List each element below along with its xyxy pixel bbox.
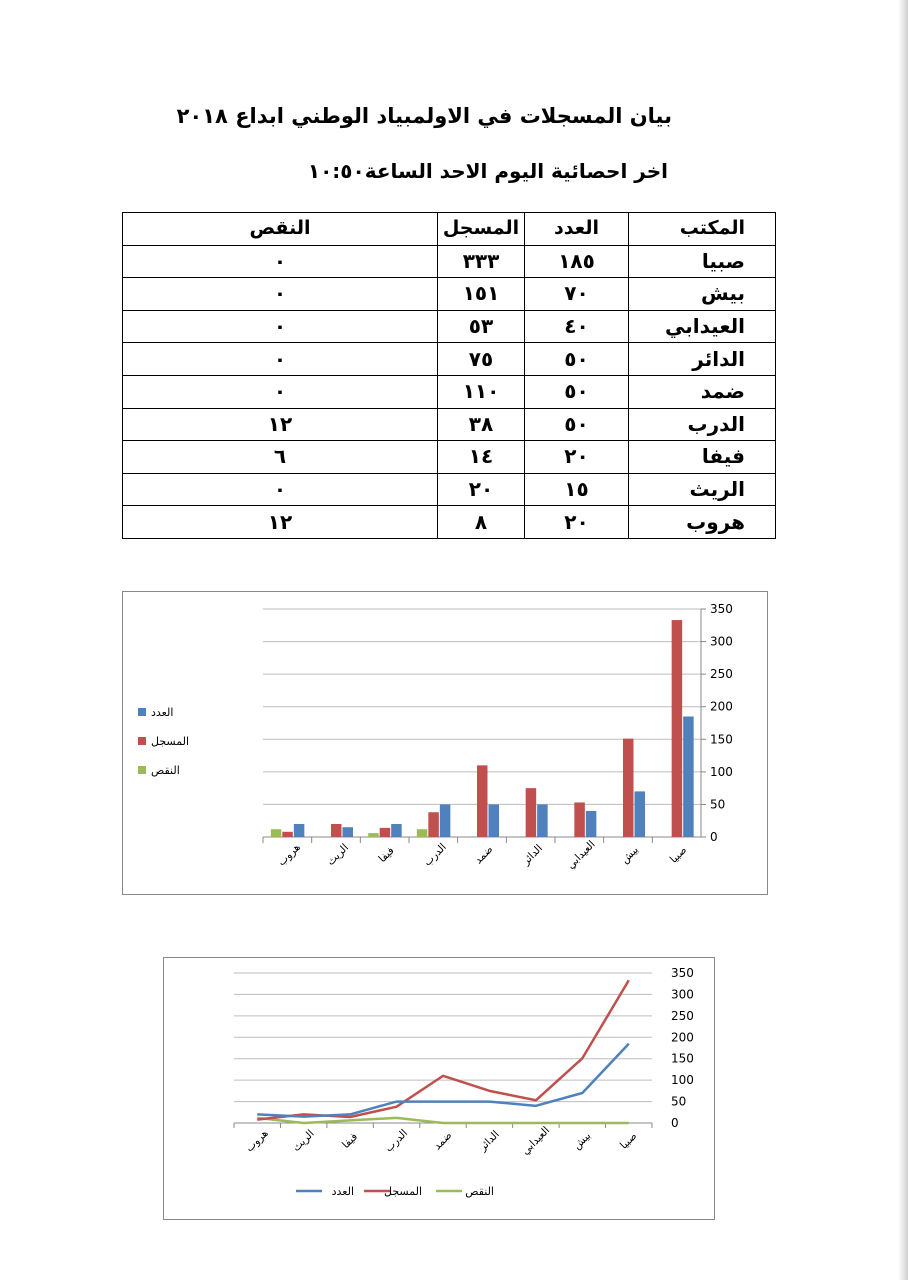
bar-chart [122, 591, 768, 895]
cell-office: بيش [629, 278, 776, 311]
bar-registered [574, 802, 585, 837]
table-row [123, 278, 776, 311]
bar-count [683, 716, 694, 837]
bar-count [440, 804, 451, 837]
bar-count [489, 804, 500, 837]
page-title: بيان المسجلات في الاولمبياد الوطني ابداع ٢٠١٨ [176, 104, 672, 128]
y-tick-label: 250 [671, 1008, 694, 1023]
bar-registered [672, 620, 683, 837]
cell-registered: ٧٥ [438, 343, 525, 376]
y-tick-label: 350 [710, 602, 733, 616]
bar-registered [526, 788, 537, 837]
cell-office: صبيا [629, 245, 776, 278]
cell-deficit: ١٢ [123, 506, 438, 539]
y-tick-label: 0 [710, 830, 718, 844]
cell-office: ضمد [629, 375, 776, 408]
page-edge-shadow [898, 0, 908, 1280]
cell-count: ١٨٥ [525, 245, 629, 278]
legend-label: النقص [465, 1185, 494, 1198]
legend-label: المسجل [151, 735, 190, 748]
legend-swatch [138, 766, 146, 774]
legend-swatch [138, 708, 146, 716]
bar-deficit [417, 829, 428, 837]
header-registered: المسجل [438, 213, 525, 246]
table-row [123, 408, 776, 441]
cell-office: هروب [629, 506, 776, 539]
header-count: العدد [525, 213, 629, 246]
table-row [123, 473, 776, 506]
x-tick-label: بيش [571, 1129, 594, 1153]
y-tick-label: 100 [710, 764, 733, 779]
cell-office: الريث [629, 473, 776, 506]
cell-count: ٢٠ [525, 441, 629, 474]
bar-registered [282, 832, 293, 837]
x-tick-label: بيش [618, 843, 642, 867]
bar-deficit [368, 833, 379, 837]
x-tick-label: الدرب [421, 841, 449, 869]
legend-swatch [138, 737, 146, 745]
y-tick-label: 50 [710, 797, 726, 812]
bar-chart-svg [123, 592, 767, 894]
cell-count: ٢٠ [525, 506, 629, 539]
table-row [123, 441, 776, 474]
legend-label: المسجل [383, 1185, 422, 1198]
y-tick-label: 300 [710, 634, 733, 649]
x-tick-label: الريث [290, 1127, 317, 1155]
bar-count [294, 824, 305, 837]
x-tick-label: الدرب [382, 1127, 411, 1155]
y-tick-label: 50 [671, 1094, 687, 1109]
cell-deficit: ١٢ [123, 408, 438, 441]
bar-count [391, 824, 402, 837]
series-line-deficit [257, 1118, 629, 1123]
table-row [123, 506, 776, 539]
table-row [123, 343, 776, 376]
page-subtitle: اخر احصائية اليوم الاحد الساعة١٠:٥٠ [307, 159, 668, 183]
cell-deficit: ٦ [123, 441, 438, 474]
cell-count: ١٥ [525, 473, 629, 506]
cell-deficit: ٠ [123, 343, 438, 376]
bar-registered [477, 765, 488, 837]
x-tick-label: العيدابي [519, 1124, 553, 1158]
x-tick-label: هروب [243, 1127, 271, 1155]
x-tick-label: فيفا [376, 844, 397, 866]
line-chart [163, 957, 715, 1220]
bar-count [586, 811, 597, 837]
line-chart-svg [164, 958, 714, 1219]
table-header-row [123, 213, 776, 246]
cell-registered: ٥٣ [438, 310, 525, 343]
cell-deficit: ٠ [123, 473, 438, 506]
table-row [123, 310, 776, 343]
legend-label: النقص [151, 764, 180, 777]
x-tick-label: صبيا [617, 1130, 640, 1152]
cell-deficit: ٠ [123, 278, 438, 311]
x-tick-label: فيفا [339, 1130, 361, 1152]
cell-registered: ١٤ [438, 441, 525, 474]
bar-deficit [271, 829, 282, 837]
x-tick-label: ضمد [431, 1129, 455, 1153]
cell-deficit: ٠ [123, 310, 438, 343]
y-tick-label: 250 [710, 667, 733, 682]
legend-label: العدد [151, 706, 174, 719]
x-tick-label: ضمد [472, 843, 496, 867]
table-row [123, 375, 776, 408]
cell-deficit: ٠ [123, 245, 438, 278]
x-tick-label: العيدابي [564, 838, 598, 872]
cell-registered: ٣٨ [438, 408, 525, 441]
cell-registered: ١١٠ [438, 375, 525, 408]
y-tick-label: 0 [671, 1116, 679, 1130]
bar-count [343, 827, 354, 837]
table-body [123, 245, 776, 538]
x-tick-label: صبيا [667, 844, 690, 866]
cell-deficit: ٠ [123, 375, 438, 408]
x-tick-label: الريث [324, 841, 352, 869]
x-tick-label: الدائر [520, 842, 546, 868]
bar-registered [623, 739, 634, 837]
cell-registered: ٣٣٣ [438, 245, 525, 278]
y-tick-label: 200 [671, 1030, 694, 1045]
cell-count: ٥٠ [525, 375, 629, 408]
legend-label: العدد [331, 1185, 354, 1198]
y-tick-label: 100 [671, 1073, 694, 1088]
bar-count [635, 791, 646, 837]
registration-table [122, 212, 776, 539]
series-line-registered [257, 980, 629, 1119]
cell-count: ٤٠ [525, 310, 629, 343]
y-tick-label: 200 [710, 699, 733, 714]
bar-count [537, 804, 548, 837]
header-office: المكتب [629, 213, 776, 246]
y-tick-label: 300 [671, 987, 694, 1002]
x-tick-label: هروب [275, 841, 303, 869]
x-tick-label: الدائر [476, 1128, 502, 1154]
cell-count: ٥٠ [525, 408, 629, 441]
cell-count: ٧٠ [525, 278, 629, 311]
cell-registered: ٢٠ [438, 473, 525, 506]
cell-office: الدرب [629, 408, 776, 441]
y-tick-label: 150 [710, 732, 733, 747]
cell-office: العيدابي [629, 310, 776, 343]
bar-registered [331, 824, 342, 837]
cell-registered: ٨ [438, 506, 525, 539]
y-tick-label: 350 [671, 966, 694, 980]
bar-registered [380, 828, 391, 837]
y-tick-label: 150 [671, 1051, 694, 1066]
bar-registered [428, 812, 439, 837]
cell-count: ٥٠ [525, 343, 629, 376]
table-row [123, 245, 776, 278]
cell-registered: ١٥١ [438, 278, 525, 311]
cell-office: الدائر [629, 343, 776, 376]
cell-office: فيفا [629, 441, 776, 474]
header-deficit: النقص [123, 213, 438, 246]
